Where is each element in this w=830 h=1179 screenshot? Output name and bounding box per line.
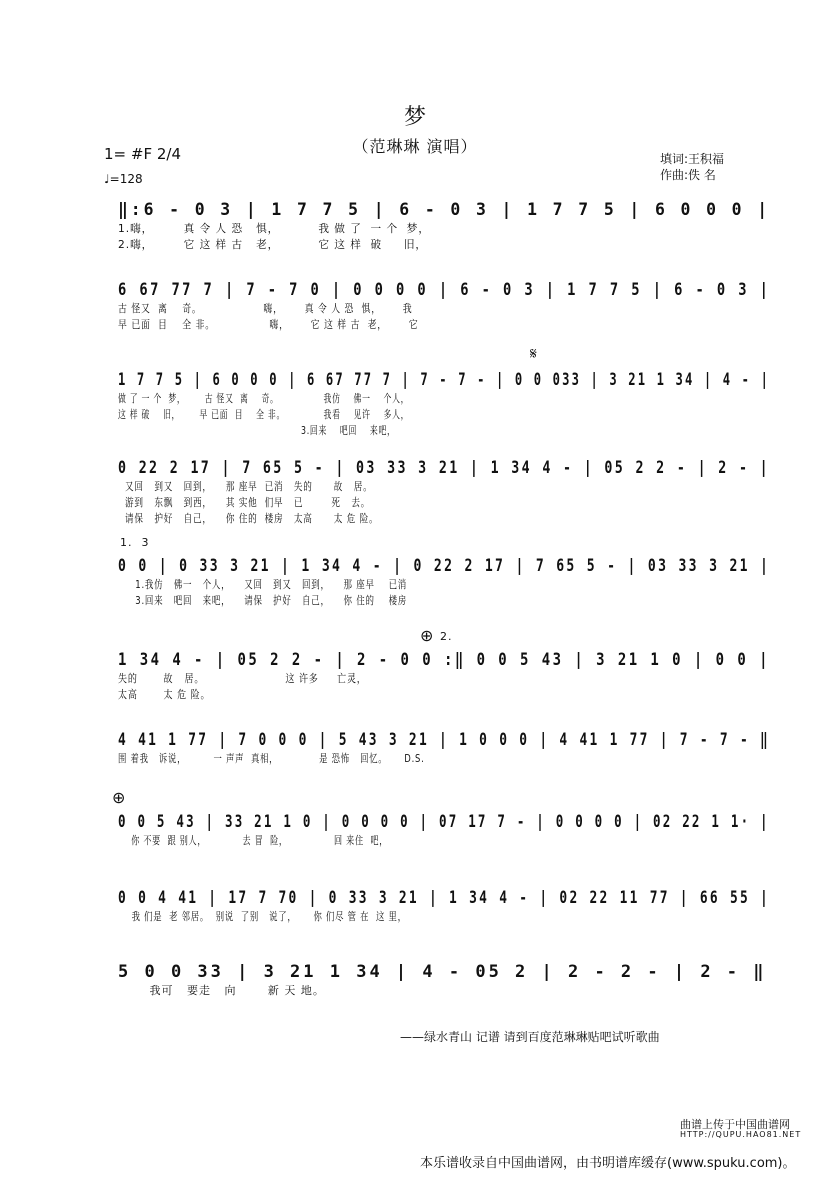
score-line bbox=[118, 370, 830, 438]
lyric-verse-1: 又回 到又 回到， 那 座早 已消 失的 故 居。 bbox=[118, 480, 373, 493]
lyric-verse-2: 太高 太 危 险。 bbox=[118, 688, 211, 701]
lyric-verse-1: 做 了 一 个 梦， 古 怪又 离 奇。 我仿 佛一 个人， bbox=[118, 392, 410, 405]
notes-row: 0 22 2 17 | 7 65 5 - | 03 33 3 21 | 1 34 4 - | 05 2 2 - | 2 - | bbox=[118, 458, 771, 478]
score-line bbox=[118, 458, 830, 526]
lyric-verse-2: 这 样 破 旧， 早 已面 目 全 非。 我看 见许 多人， bbox=[118, 408, 410, 421]
notes-row: 0 0 | 0 33 3 21 | 1 34 4 - | 0 22 2 17 | 7 65 5 - | 03 33 3 21 | bbox=[118, 556, 771, 576]
lyric-verse-2: 3.回来 吧回 来吧， 请保 护好 自己， 你 住的 楼房 bbox=[118, 594, 408, 607]
lyricist: 填词:王积福 bbox=[660, 152, 725, 166]
score-line bbox=[118, 280, 830, 332]
lyric-verse-1: 我可 要走 向 新 天 地。 bbox=[118, 984, 325, 997]
lyric-verse-2: 游到 东飘 到西， 其 实他 们早 已 死 去。 bbox=[118, 496, 371, 509]
segno-sign: 𝄋 bbox=[530, 344, 537, 363]
score-line bbox=[118, 200, 793, 252]
notes-row: 4 41 1 77 | 7 0 0 0 | 5 43 3 21 | 1 0 0 0 | 4 41 1 77 | 7 - 7 - ‖ bbox=[118, 730, 771, 750]
volta-1-label: 1. 3 bbox=[120, 536, 150, 549]
notes-row: 1 7 7 5 | 6 0 0 0 | 6 67 77 7 | 7 - 7 - | 0 0 033 | 3 21 1 34 | 4 - | bbox=[118, 370, 771, 390]
subtitle: （范琳琳 演唱） bbox=[352, 137, 478, 156]
arranger-note: ——绿水青山 记谱 请到百度范琳琳贴吧试听歌曲 bbox=[400, 1030, 660, 1044]
page-title: 梦 bbox=[403, 105, 426, 130]
score-line bbox=[118, 556, 830, 608]
score-line bbox=[118, 730, 830, 766]
lyric-verse-1: 你 不要 跟 别人， 去 冒 险， 回 来住 吧， bbox=[118, 834, 389, 847]
key-signature: 1= #F 2/4 bbox=[104, 145, 181, 163]
lyric-verse-1: 古 怪又 离 奇。 嗨， 真 令 人 恐 惧， 我 bbox=[118, 302, 413, 315]
coda-sign: ⊕ bbox=[112, 788, 126, 807]
lyric-verse-1: 失的 故 居。 这 许多 亡灵， bbox=[118, 672, 367, 685]
notes-row: ‖:6 - 0 3 | 1 7 7 5 | 6 - 0 3 | 1 7 7 5 | 6 0 0 0 | bbox=[118, 200, 771, 220]
notes-row: 5 0 0 33 | 3 21 1 34 | 4 - 05 2 | 2 - 2 - | 2 - ‖ bbox=[118, 962, 767, 982]
lyric-verse-3: 请保 护好 自己， 你 住的 楼房 太高 太 危 险。 bbox=[118, 512, 379, 525]
notes-row: 1 34 4 - | 05 2 2 - | 2 - 0 0 :‖ 0 0 5 43 | 3 21 1 0 | 0 0 | bbox=[118, 650, 770, 670]
lyric-verse-2: 2.嗨， 它 这 样 古 老， 它 这 样 破 旧， bbox=[118, 238, 428, 251]
notes-row: 0 0 5 43 | 33 21 1 0 | 0 0 0 0 | 07 17 7 - | 0 0 0 0 | 02 22 1 1· | bbox=[118, 812, 770, 832]
source-url: HTTP://QUPU.HAO81.NET bbox=[680, 1130, 802, 1139]
notes-row: 6 67 77 7 | 7 - 7 0 | 0 0 0 0 | 6 - 0 3 | 1 7 7 5 | 6 - 0 3 | bbox=[118, 280, 771, 300]
composer: 作曲:佚 名 bbox=[660, 168, 716, 182]
lyric-verse-2: 早 已面 目 全 非。 嗨， 它 这 样 古 老， 它 bbox=[118, 318, 419, 331]
score-line bbox=[118, 650, 830, 702]
lyric-verse-1: 围 着我 诉说， 一 声声 真相， 是 恐怖 回忆。 D.S. bbox=[118, 752, 425, 765]
tempo-marking: ♩=128 bbox=[104, 172, 143, 186]
lyric-verse-3: 3.回来 吧回 来吧， bbox=[118, 424, 396, 437]
score-line bbox=[118, 962, 767, 998]
score-line bbox=[118, 888, 830, 924]
lyric-verse-1: 我 们是 老 邻居。 别说 了别 说了， 你 们尽 管 在 这 里， bbox=[118, 910, 407, 923]
lyric-verse-1: 1.我仿 佛一 个人， 又回 到又 回到， 那 座早 已消 bbox=[118, 578, 408, 591]
notes-row: 0 0 4 41 | 17 7 70 | 0 33 3 21 | 1 34 4 - | 02 22 11 77 | 66 55 | bbox=[118, 888, 771, 908]
volta-2-label: 2. bbox=[440, 630, 453, 643]
score-line bbox=[118, 812, 830, 848]
upload-note: 曲谱上传于中国曲谱网 bbox=[680, 1118, 790, 1131]
coda-sign: ⊕ bbox=[420, 626, 434, 645]
lyric-verse-1: 1.嗨， 真 令 人 恐 惧， 我 做 了 一 个 梦， bbox=[118, 222, 430, 235]
cache-note: 本乐谱收录自中国曲谱网，由书明谱库缓存(www.spuku.com)。 bbox=[420, 1156, 796, 1171]
